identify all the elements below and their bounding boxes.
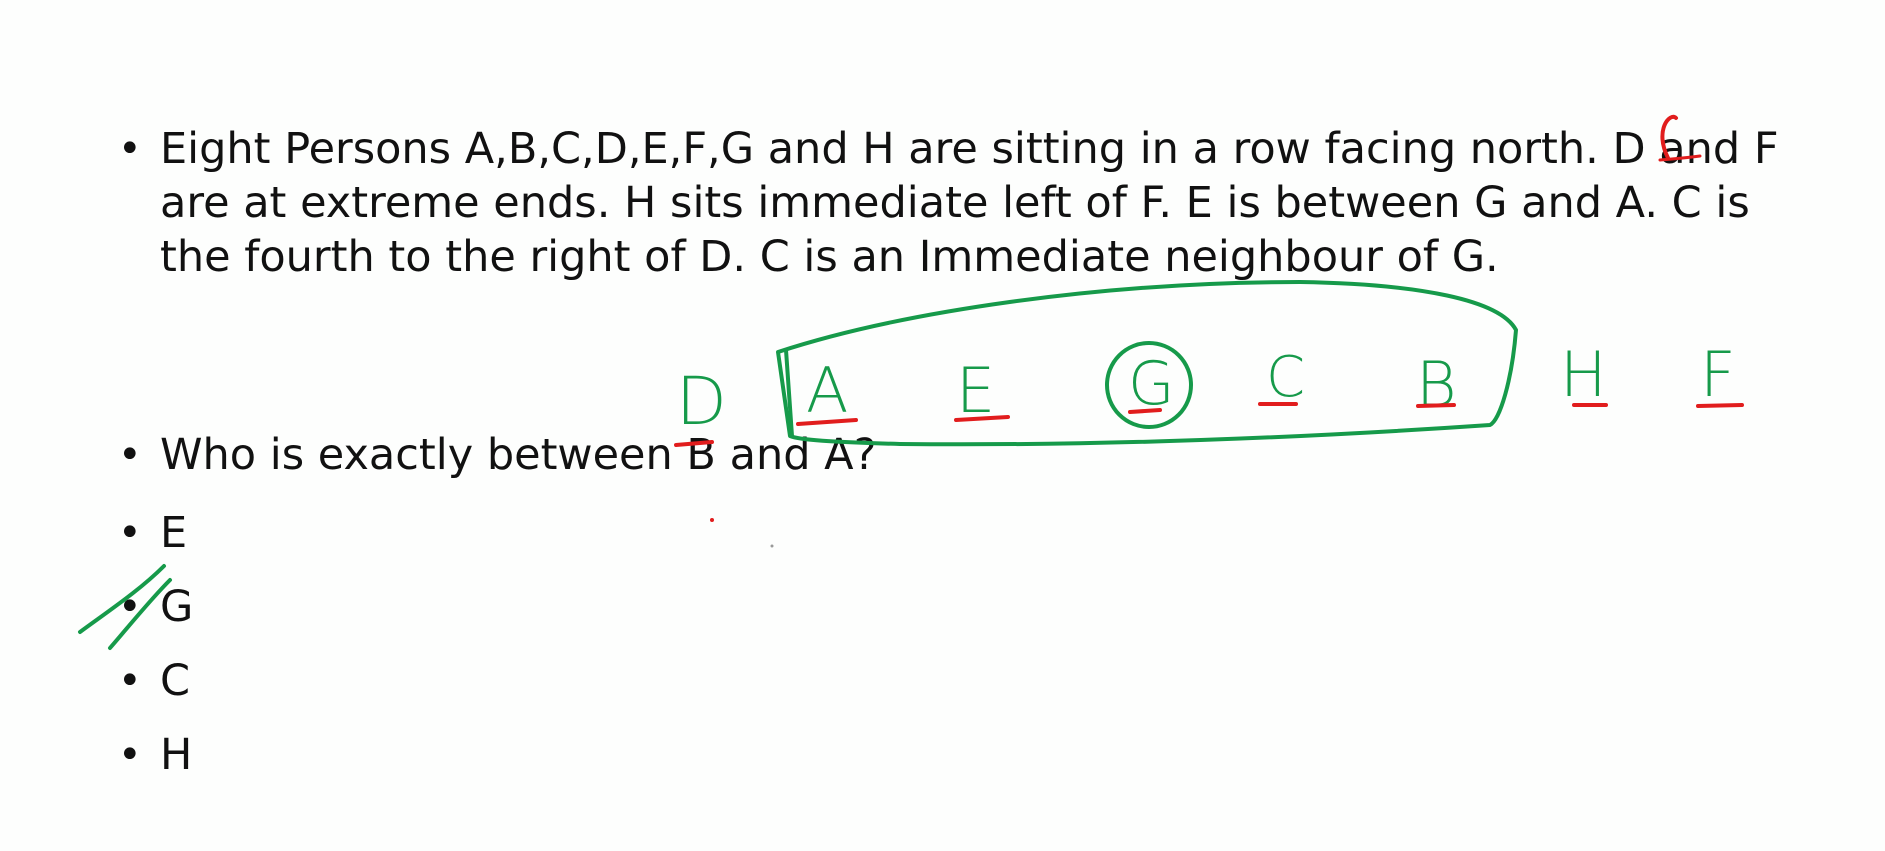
hand-letter: H <box>1560 338 1607 411</box>
gray-dot <box>771 545 774 548</box>
bullet-dot: • <box>118 432 142 478</box>
hand-letter: E <box>956 354 996 427</box>
hand-letter: F <box>1700 338 1736 411</box>
prompt-bullet <box>118 428 876 482</box>
option-item <box>118 506 187 560</box>
question-text: Eight Persons A,B,C,D,E,F,G and H are sitting in a row facing north. D and F are at extreme ends. H sits immediate left of F. E is between G and A. C is the fourth to the right of D. C is an Immediate neighbour of G. <box>160 124 1779 282</box>
underline-mark <box>1418 405 1454 406</box>
option-item <box>118 728 192 782</box>
option-label: H <box>160 730 193 780</box>
option-label: G <box>160 582 194 632</box>
underline-mark <box>1698 405 1742 406</box>
underline-mark <box>1130 410 1160 412</box>
option-label: C <box>160 656 191 706</box>
prompt-text: Who is exactly between B and A? <box>160 430 877 480</box>
hand-letter: D <box>676 363 727 440</box>
grouping-left-bar <box>786 350 792 436</box>
option-item <box>118 580 193 634</box>
hand-letter: A <box>806 354 849 427</box>
option-label: E <box>160 508 188 558</box>
bullet-dot: • <box>118 732 142 778</box>
hand-letter: C <box>1266 345 1306 410</box>
bullet-dot: • <box>118 584 142 630</box>
option-item <box>118 654 190 708</box>
underline-mark <box>798 420 856 424</box>
bullet-dot: • <box>118 658 142 704</box>
hand-letter: B <box>1416 348 1457 421</box>
question-bullet <box>118 122 1800 284</box>
underline-mark <box>956 417 1008 420</box>
grouping-outline <box>778 282 1516 444</box>
red-dot <box>710 518 714 522</box>
bullet-dot: • <box>118 510 142 556</box>
bullet-dot: • <box>118 126 142 172</box>
hand-letter: G <box>1128 349 1175 419</box>
circle-highlight <box>1107 343 1191 427</box>
arrangement-letters <box>676 338 1736 440</box>
